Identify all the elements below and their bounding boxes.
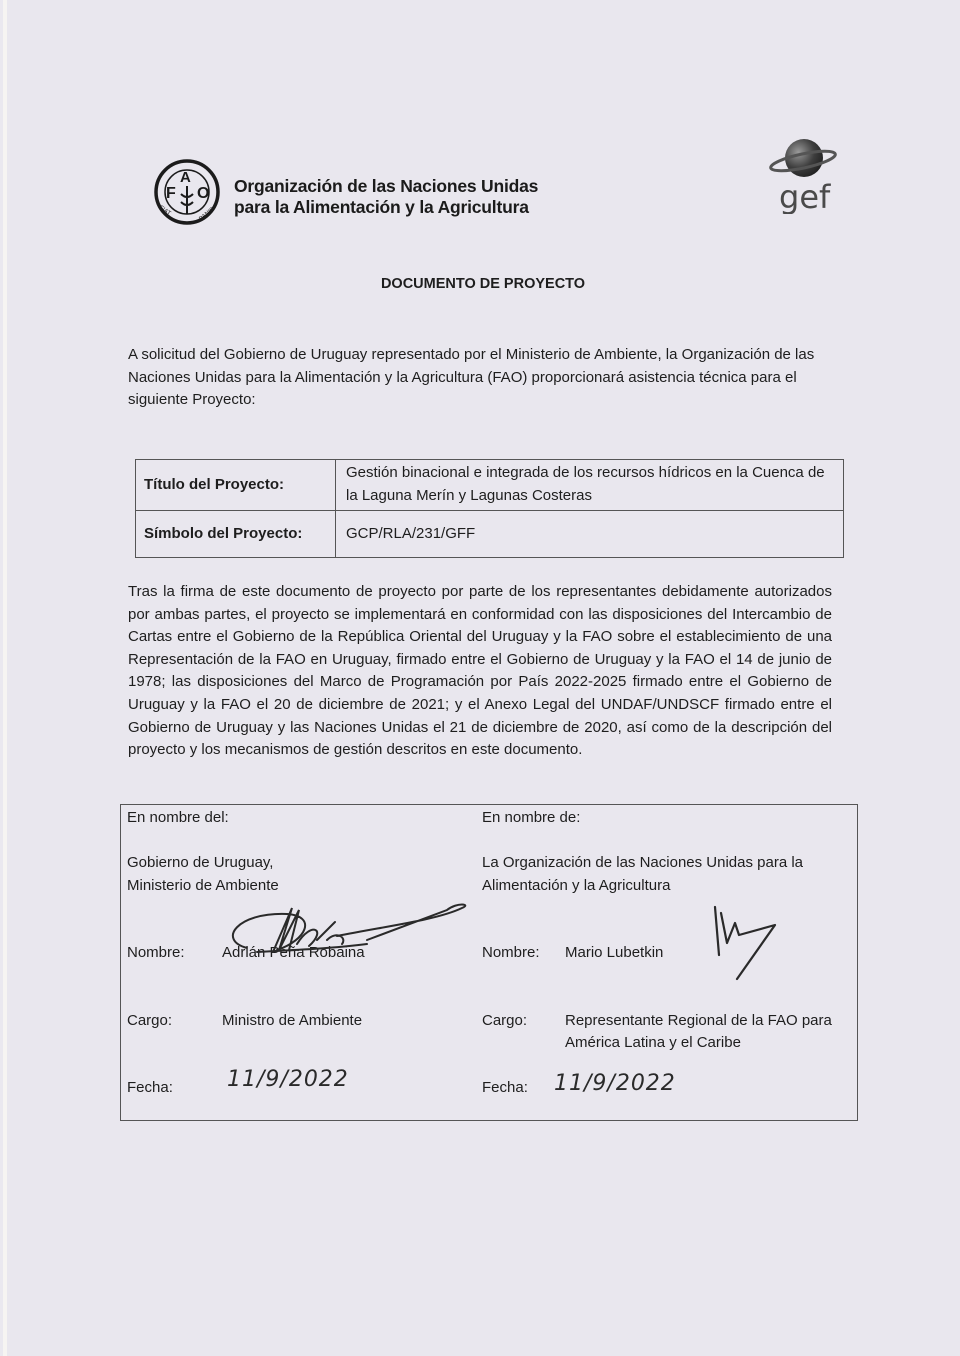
project-symbol-label: Símbolo del Proyecto: bbox=[136, 511, 336, 558]
entity-line2: Ministerio de Ambiente bbox=[127, 877, 279, 894]
project-title-label: Título del Proyecto: bbox=[136, 460, 336, 511]
handwritten-date: 11/9/2022 bbox=[554, 1071, 676, 1096]
svg-text:F: F bbox=[166, 185, 176, 202]
signer-position: Ministro de Ambiente bbox=[222, 1012, 363, 1029]
signer-position-line1: Representante Regional de la FAO para bbox=[565, 1012, 832, 1029]
table-row bbox=[136, 511, 844, 558]
handwritten-date: 11/9/2022 bbox=[227, 1067, 349, 1092]
signature-government bbox=[217, 900, 477, 962]
organization-name-line1: Organización de las Naciones Unidas bbox=[234, 176, 539, 196]
intro-paragraph: A solicitud del Gobierno de Uruguay representado por el Ministerio de Ambiente, la Organización de las Naciones Unidas para la Alimentación y la Agricultura (FAO) proporcionará asistencia técnica para el siguiente Proyecto: bbox=[128, 346, 815, 409]
project-symbol-value: GCP/RLA/231/GFF bbox=[336, 511, 844, 558]
entity-line1: La Organización de las Naciones Unidas para la bbox=[482, 854, 804, 871]
signer-name: Mario Lubetkin bbox=[565, 944, 664, 961]
organization-name-line2: para la Alimentación y la Agricultura bbox=[234, 197, 529, 217]
signer-position-line2: América Latina y el Caribe bbox=[565, 1034, 741, 1051]
date-label: Fecha: bbox=[127, 1079, 173, 1096]
svg-text:A: A bbox=[180, 169, 191, 186]
project-info-table bbox=[135, 459, 844, 558]
signature-block bbox=[120, 804, 858, 1121]
name-label: Nombre: bbox=[127, 944, 185, 961]
date-label: Fecha: bbox=[482, 1079, 528, 1096]
svg-text:PANIS: PANIS bbox=[198, 206, 216, 223]
gef-globe-icon bbox=[767, 134, 839, 214]
on-behalf-label: En nombre del: bbox=[127, 809, 229, 826]
svg-text:O: O bbox=[197, 185, 210, 202]
svg-text:FIAT: FIAT bbox=[157, 204, 172, 218]
document-page bbox=[3, 0, 960, 1356]
signature-fao bbox=[707, 905, 782, 985]
name-label: Nombre: bbox=[482, 944, 540, 961]
position-label: Cargo: bbox=[127, 1012, 173, 1029]
entity-line2: Alimentación y la Agricultura bbox=[482, 877, 671, 894]
position-label: Cargo: bbox=[482, 1012, 528, 1029]
gef-logo-text: gef bbox=[779, 178, 831, 214]
organization-name bbox=[234, 176, 538, 218]
entity-line1: Gobierno de Uruguay, bbox=[127, 854, 274, 871]
body-paragraph: Tras la firma de este documento de proyecto por parte de los representantes debidamente autorizados por ambas partes, el proyecto se implementará en conformidad con las disposiciones del Intercambio de Cartas entre el Gobierno de la República Oriental del Uruguay y la FAO sobre el establecimiento de una Representación de la FAO en Uruguay, firmado entre el Gobierno de Uruguay y la FAO el 14 de junio de 1978; las disposiciones del Marco de Programación por País 2022-2025 firmado entre el Gobierno de Uruguay y la FAO el 20 de diciembre de 2021; y el Anexo Legal del UNDAF/UNDSCF firmado entre el Gobierno de Uruguay y las Naciones Unidas el 21 de diciembre de 2020, así como de la descripción del proyecto y los mecanismos de gestión descritos en este documento. bbox=[128, 583, 832, 759]
on-behalf-label: En nombre de: bbox=[482, 809, 581, 826]
signer-name: Adrián Peña Robaina bbox=[222, 944, 365, 961]
fao-emblem-icon bbox=[153, 158, 221, 226]
document-title: DOCUMENTO DE PROYECTO bbox=[380, 276, 586, 292]
page-edge bbox=[3, 0, 7, 1356]
project-title-value: Gestión binacional e integrada de los recursos hídricos en la Cuenca de la Laguna Merín y Lagunas Costeras bbox=[336, 460, 844, 511]
table-row bbox=[136, 460, 844, 511]
